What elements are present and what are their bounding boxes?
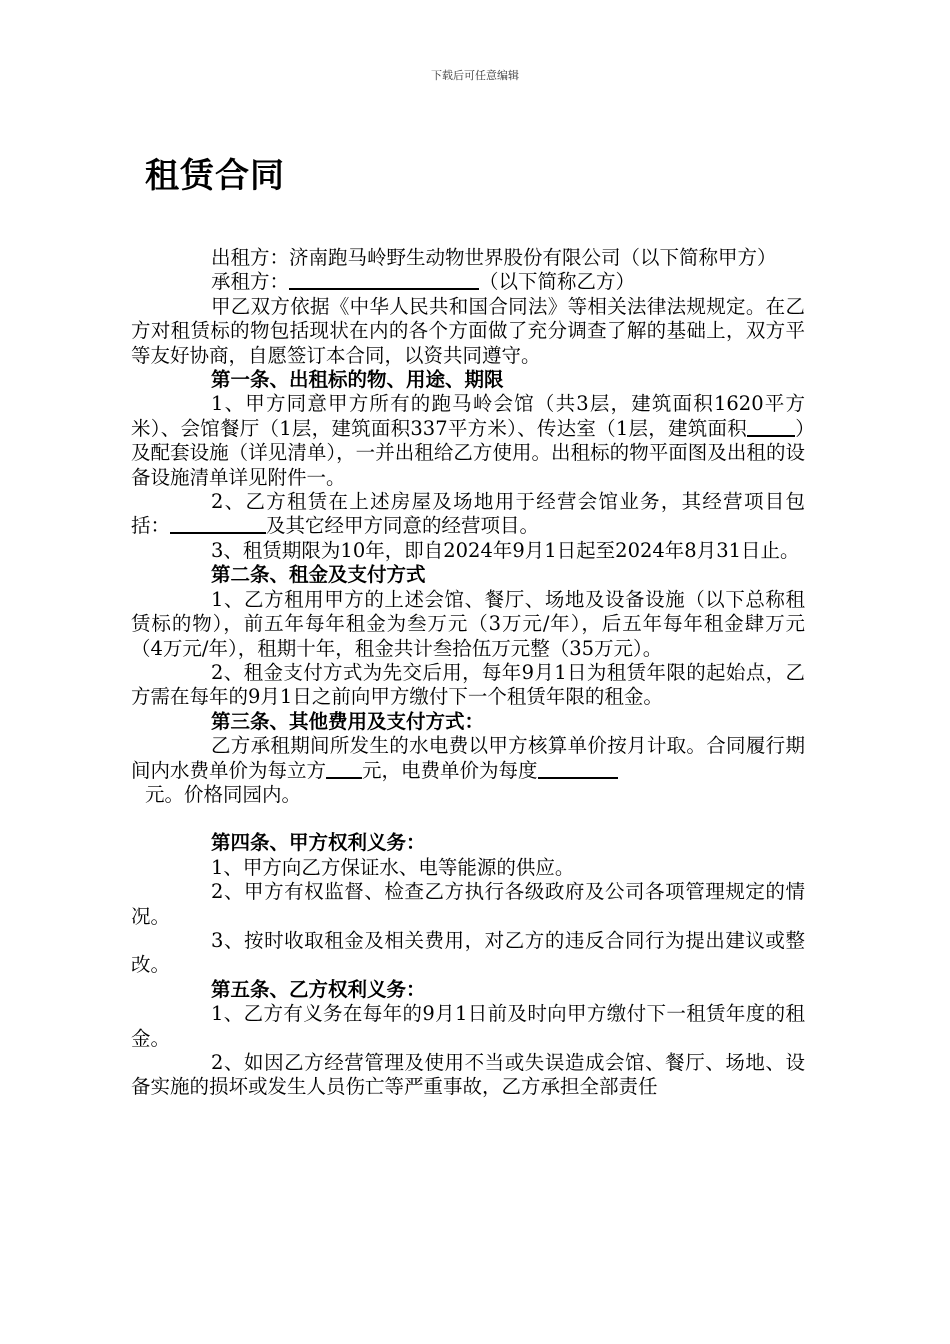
- article-4-heading: 第四条、甲方权利义务：: [211, 831, 426, 855]
- clause-text: 元。价格同园内。: [145, 782, 302, 806]
- article-2-clause-2: 2、租金支付方式为先交后用，每年9月1日为租赁年限的起始点，乙方需在每年的9月1日之前向甲方缴付下一个租赁年限的租金。: [131, 660, 805, 709]
- article-3-heading: 第三条、其他费用及支付方式：: [211, 709, 485, 733]
- clause-text: 乙方承租期间所发生的水电费以甲方核算单价按月计取。合同履行期间内水费单价为每立方: [131, 734, 805, 782]
- lessee-blank[interactable]: [289, 270, 479, 290]
- article-5-clause-2: 2、如因乙方经营管理及使用不当或失误造成会馆、餐厅、场地、设备实施的损坏或发生人员伤亡等严重事故，乙方承担全部责任: [131, 1051, 805, 1099]
- document-title: 租赁合同: [145, 156, 285, 196]
- article-1-heading: 第一条、出租标的物、用途、期限: [211, 368, 504, 392]
- article-4-clause-2: 2、甲方有权监督、检查乙方执行各级政府及公司各项管理规定的情况。: [131, 880, 805, 928]
- lessor-line: 出租方：济南跑马岭野生动物世界股份有限公司（以下简称甲方）: [211, 246, 777, 269]
- clause-text: 元，电费单价为每度: [362, 758, 538, 782]
- business-items-blank[interactable]: [170, 514, 266, 534]
- clause-text: ）及配套设施（详见清单），一并出租给乙方使用。出租标的物平面图及出租的设备设施清单详见附件一。: [131, 416, 805, 489]
- article-4-clause-1: 1、甲方向乙方保证水、电等能源的供应。: [211, 855, 575, 879]
- clause-text: 及其它经甲方同意的经营项目。: [266, 514, 540, 538]
- lessee-label: 承租方：: [211, 270, 290, 294]
- lessee-line: [131, 270, 805, 294]
- water-price-blank[interactable]: [326, 759, 362, 779]
- article-1-clause-3: 3、租赁期限为10年，即自2024年9月1日起至2024年8月31日止。: [211, 538, 800, 562]
- clause-text: 2、乙方租赁在上述房屋及场地用于经营会馆业务，其经营项目包括：: [131, 490, 805, 538]
- contract-body: [131, 246, 805, 1100]
- page-header-note: 下载后可任意编辑: [431, 69, 519, 82]
- electricity-price-blank[interactable]: [538, 759, 618, 779]
- article-1-clause-1: [131, 392, 805, 490]
- article-2-heading: 第二条、租金及支付方式: [211, 563, 426, 587]
- article-2-clause-1: 1、乙方租用甲方的上述会馆、餐厅、场地及设备设施（以下总称租赁标的物），前五年每年租金为叁万元（3万元/年），后五年每年租金肆万元（4万元/年），租期十年，租金共计叁拾伍万元整（35万元）。: [131, 587, 805, 660]
- article-5-clause-1: 1、乙方有义务在每年的9月1日前及时向甲方缴付下一租赁年度的租金。: [131, 1002, 805, 1050]
- spacer: [131, 807, 805, 831]
- article-4-clause-3: 3、按时收取租金及相关费用，对乙方的违反合同行为提出建议或整改。: [131, 928, 805, 977]
- article-1-clause-2: [131, 490, 805, 539]
- lessee-suffix: （以下简称乙方）: [479, 270, 636, 294]
- article-3-clause-1: [131, 734, 805, 807]
- clause-text: 1、甲方同意甲方所有的跑马岭会馆（共3层，建筑面积1620平方米）、会馆餐厅（1层，建筑面积337平方米）、传达室（1层，建筑面积: [131, 392, 805, 440]
- article-5-heading: 第五条、乙方权利义务：: [211, 977, 426, 1001]
- preamble: 甲乙双方依据《中华人民共和国合同法》等相关法律法规规定。在乙方对租赁标的物包括现状在内的各个方面做了充分调查了解的基础上，双方平等友好协商，自愿签订本合同，以资共同遵守。: [131, 294, 805, 367]
- area-blank[interactable]: [747, 417, 795, 437]
